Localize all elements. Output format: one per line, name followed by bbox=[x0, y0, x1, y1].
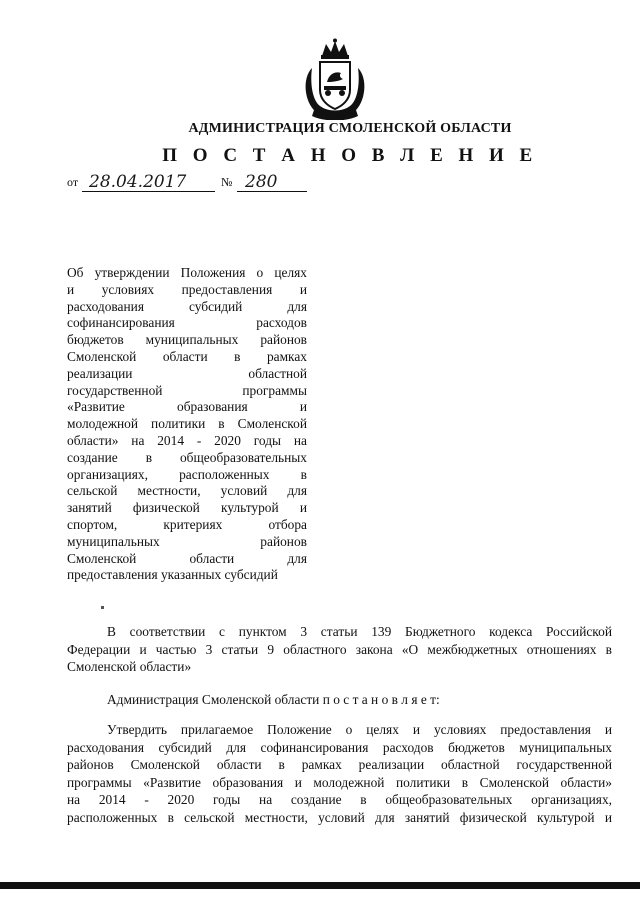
subject-line: предоставления указанных субсидий bbox=[67, 567, 278, 583]
number-prefix: № bbox=[221, 175, 233, 189]
subject-line: расходования субсидий для bbox=[67, 298, 307, 314]
subject-line: молодежной политики в Смоленской bbox=[67, 416, 307, 432]
document-subject bbox=[67, 265, 307, 584]
paragraph-line: В соответствии с пунктом 3 статьи 139 Бюджетного кодекса Российской bbox=[107, 624, 612, 639]
organization-name: АДМИНИСТРАЦИЯ СМОЛЕНСКОЙ ОБЛАСТИ bbox=[188, 121, 512, 136]
paragraph-line: Смоленской области» bbox=[67, 659, 192, 674]
subject-line: «Развитие образования и bbox=[67, 399, 307, 415]
subject-line: софинансирования расходов bbox=[67, 315, 307, 331]
subject-line: Смоленской области для bbox=[67, 550, 307, 566]
subject-line: бюджетов муниципальных районов bbox=[67, 332, 307, 348]
document-type-title: П О С Т А Н О В Л Е Н И Е bbox=[162, 145, 538, 166]
scan-mark bbox=[101, 606, 104, 609]
resolution-paragraph bbox=[67, 721, 612, 826]
subject-line: спортом, критериях отбора bbox=[67, 516, 307, 532]
date-number-row bbox=[67, 172, 327, 194]
date-prefix: от bbox=[67, 175, 79, 189]
decree-line bbox=[67, 691, 612, 709]
paragraph-line: Утвердить прилагаемое Положение о целях и условиях предоставления и bbox=[107, 722, 612, 737]
paragraph-line: программы «Развитие образования и молодежной политики в Смоленской области» bbox=[67, 774, 612, 790]
paragraph-line: районов Смоленской области в рамках реализации областной государственной bbox=[67, 757, 612, 772]
preamble-paragraph bbox=[67, 623, 612, 676]
smolensk-coat-of-arms-icon bbox=[300, 38, 370, 120]
subject-line: муниципальных районов bbox=[67, 533, 307, 549]
subject-line: создание в общеобразовательных bbox=[67, 449, 307, 465]
subject-line: занятий физической культурой и bbox=[67, 500, 307, 516]
subject-line: Об утверждении Положения о целях bbox=[67, 265, 307, 280]
handwritten-date: 28.04.2017 bbox=[89, 172, 187, 192]
subject-line: сельской местности, условий для bbox=[67, 483, 307, 499]
decree-text bbox=[107, 691, 612, 709]
subject-line: и условиях предоставления и bbox=[67, 281, 307, 297]
subject-line: области» на 2014 - 2020 годы на bbox=[67, 432, 307, 448]
subject-line: реализации областной bbox=[67, 365, 307, 381]
decree-verb: п о с т а н о в л я е т: bbox=[322, 692, 440, 707]
handwritten-number: 280 bbox=[245, 172, 278, 192]
paragraph-line: Федерации и частью 3 статьи 9 областного закона «О межбюджетных отношениях в bbox=[67, 641, 612, 657]
subject-line: государственной программы bbox=[67, 382, 307, 398]
page-bottom-edge bbox=[0, 882, 640, 889]
subject-line: организациях, расположенных в bbox=[67, 466, 307, 482]
paragraph-line: расположенных в сельской местности, условий для занятий физической культурой и bbox=[67, 809, 612, 825]
subject-line: Смоленской области в рамках bbox=[67, 348, 307, 364]
paragraph-line: на 2014 - 2020 годы на создание в общеобразовательных организациях, bbox=[67, 792, 612, 807]
decree-subject: Администрация Смоленской области bbox=[107, 692, 320, 707]
paragraph-line: расходования субсидий для софинансирования расходов бюджетов муниципальных bbox=[67, 739, 612, 755]
